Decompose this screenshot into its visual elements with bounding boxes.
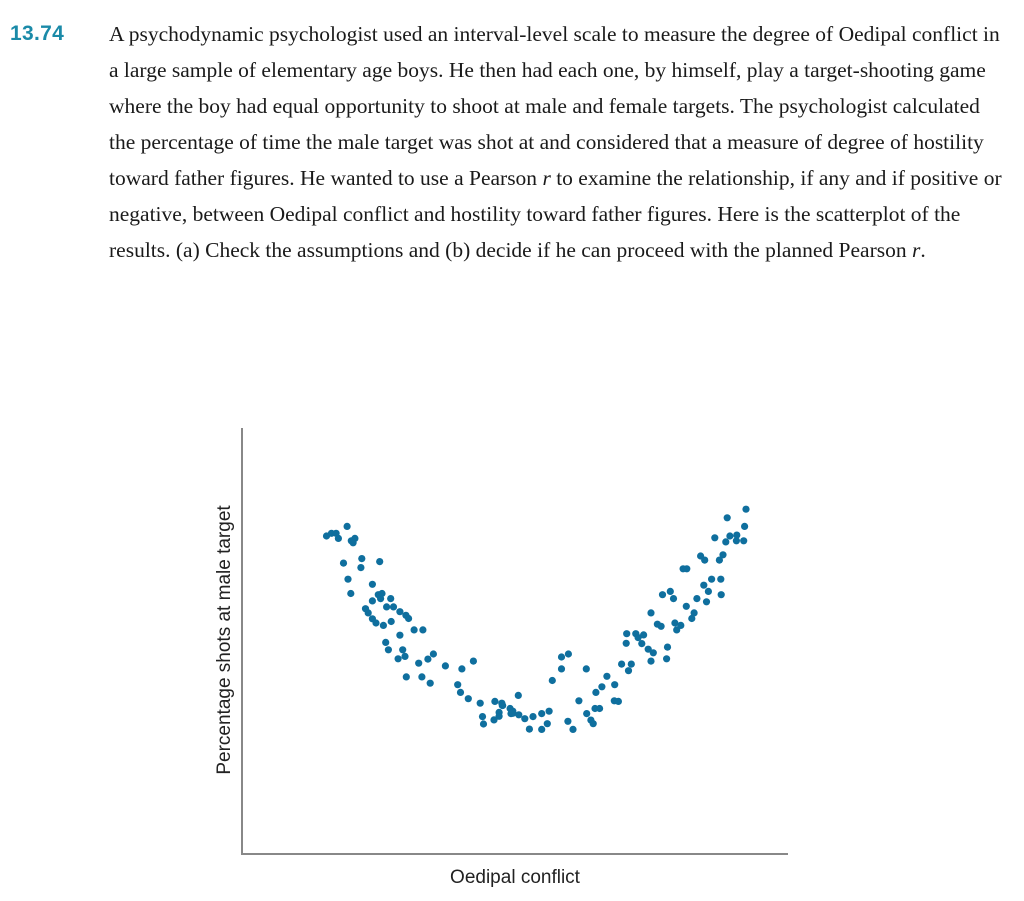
problem-text-part: A psychodynamic psychologist used an interval-level scale to measure the degree of Oedipal conflict in a large sample of elementary age boys. He then had each one, by himself, play a target-shooting game where the boy had equal opportunity to shoot at male and female targets. The psychologist calculated the percentage of time the male target was shot at and considered that a measure of degree of hostility toward father figures. He wanted to use a Pearson (109, 22, 1000, 190)
data-point (538, 726, 545, 733)
data-point (700, 582, 707, 589)
data-point (659, 591, 666, 598)
data-point (390, 603, 397, 610)
data-point (549, 677, 556, 684)
data-point (376, 558, 383, 565)
data-point (465, 695, 472, 702)
data-point (454, 681, 461, 688)
data-point (470, 658, 477, 665)
data-point (717, 576, 724, 583)
data-point (396, 632, 403, 639)
data-point (740, 537, 747, 544)
data-point (664, 644, 671, 651)
data-point (623, 640, 630, 647)
data-point (603, 673, 610, 680)
data-point (726, 532, 733, 539)
data-point (719, 551, 726, 558)
data-point (544, 720, 551, 727)
data-point (430, 650, 437, 657)
data-point (442, 662, 449, 669)
data-point (380, 622, 387, 629)
data-point (405, 615, 412, 622)
data-point (680, 565, 687, 572)
data-point (395, 655, 402, 662)
data-point (457, 689, 464, 696)
data-point (546, 708, 553, 715)
data-point (496, 713, 503, 720)
data-point (647, 609, 654, 616)
data-point (529, 713, 536, 720)
data-point (369, 597, 376, 604)
data-point (708, 576, 715, 583)
data-point (350, 539, 357, 546)
data-point (427, 680, 434, 687)
data-point (663, 655, 670, 662)
data-point (724, 514, 731, 521)
data-point (611, 681, 618, 688)
data-point (424, 656, 431, 663)
data-point (344, 576, 351, 583)
data-point (515, 711, 522, 718)
data-point (683, 603, 690, 610)
data-point (628, 661, 635, 668)
data-point (372, 619, 379, 626)
data-point (693, 595, 700, 602)
data-point (521, 715, 528, 722)
data-point (564, 718, 571, 725)
data-point (697, 552, 704, 559)
data-point (691, 609, 698, 616)
problem-text-part: . (920, 238, 926, 262)
data-point (583, 710, 590, 717)
data-point (382, 639, 389, 646)
data-point (340, 560, 347, 567)
data-point (378, 590, 385, 597)
data-point (479, 713, 486, 720)
data-point (592, 689, 599, 696)
data-point (383, 603, 390, 610)
data-point (623, 630, 630, 637)
data-point (387, 595, 394, 602)
data-point (499, 702, 506, 709)
data-point (358, 555, 365, 562)
data-point (565, 650, 572, 657)
data-point (705, 588, 712, 595)
data-point (357, 564, 364, 571)
data-point (335, 535, 342, 542)
data-point (638, 640, 645, 647)
data-point (399, 646, 406, 653)
pearson-r-symbol: r (542, 166, 551, 190)
data-point (596, 705, 603, 712)
data-point (742, 506, 749, 513)
data-point (396, 608, 403, 615)
data-point (650, 649, 657, 656)
data-point (365, 609, 372, 616)
data-point (615, 698, 622, 705)
data-point (401, 653, 408, 660)
data-point (640, 631, 647, 638)
data-point (647, 658, 654, 665)
data-point (477, 700, 484, 707)
data-point (526, 726, 533, 733)
data-point (344, 523, 351, 530)
data-point (658, 623, 665, 630)
data-points (323, 506, 750, 733)
data-point (741, 523, 748, 530)
data-point (388, 618, 395, 625)
data-point (667, 588, 674, 595)
data-point (558, 665, 565, 672)
data-point (575, 697, 582, 704)
x-axis-label: Oedipal conflict (450, 867, 580, 888)
data-point (703, 598, 710, 605)
data-point (733, 532, 740, 539)
data-point (369, 581, 376, 588)
data-point (515, 692, 522, 699)
data-point (598, 683, 605, 690)
pearson-r-symbol: r (912, 238, 921, 262)
data-point (347, 590, 354, 597)
data-point (670, 595, 677, 602)
data-point (491, 698, 498, 705)
problem-number: 13.74 (10, 22, 65, 45)
data-point (671, 619, 678, 626)
data-point (722, 538, 729, 545)
data-point (411, 626, 418, 633)
data-point (507, 710, 514, 717)
data-point (385, 646, 392, 653)
data-point (625, 667, 632, 674)
data-point (419, 626, 426, 633)
data-point (415, 660, 422, 667)
problem-text-part: to examine the relationship, if any and if positive or negative, between Oedipal conflict and hostility toward father figures. Here is the scatterplot of the results. (a) Check the assumptions and (b) decide if he can proceed with the planned Pearson (109, 166, 1002, 262)
y-axis-label: Percentage shots at male target (214, 505, 235, 775)
data-point (590, 720, 597, 727)
data-point (583, 665, 590, 672)
data-point (538, 710, 545, 717)
data-point (569, 726, 576, 733)
data-point (418, 673, 425, 680)
data-point (718, 591, 725, 598)
data-point (711, 534, 718, 541)
data-point (403, 673, 410, 680)
data-point (618, 661, 625, 668)
data-point (558, 653, 565, 660)
data-point (480, 720, 487, 727)
data-point (458, 665, 465, 672)
